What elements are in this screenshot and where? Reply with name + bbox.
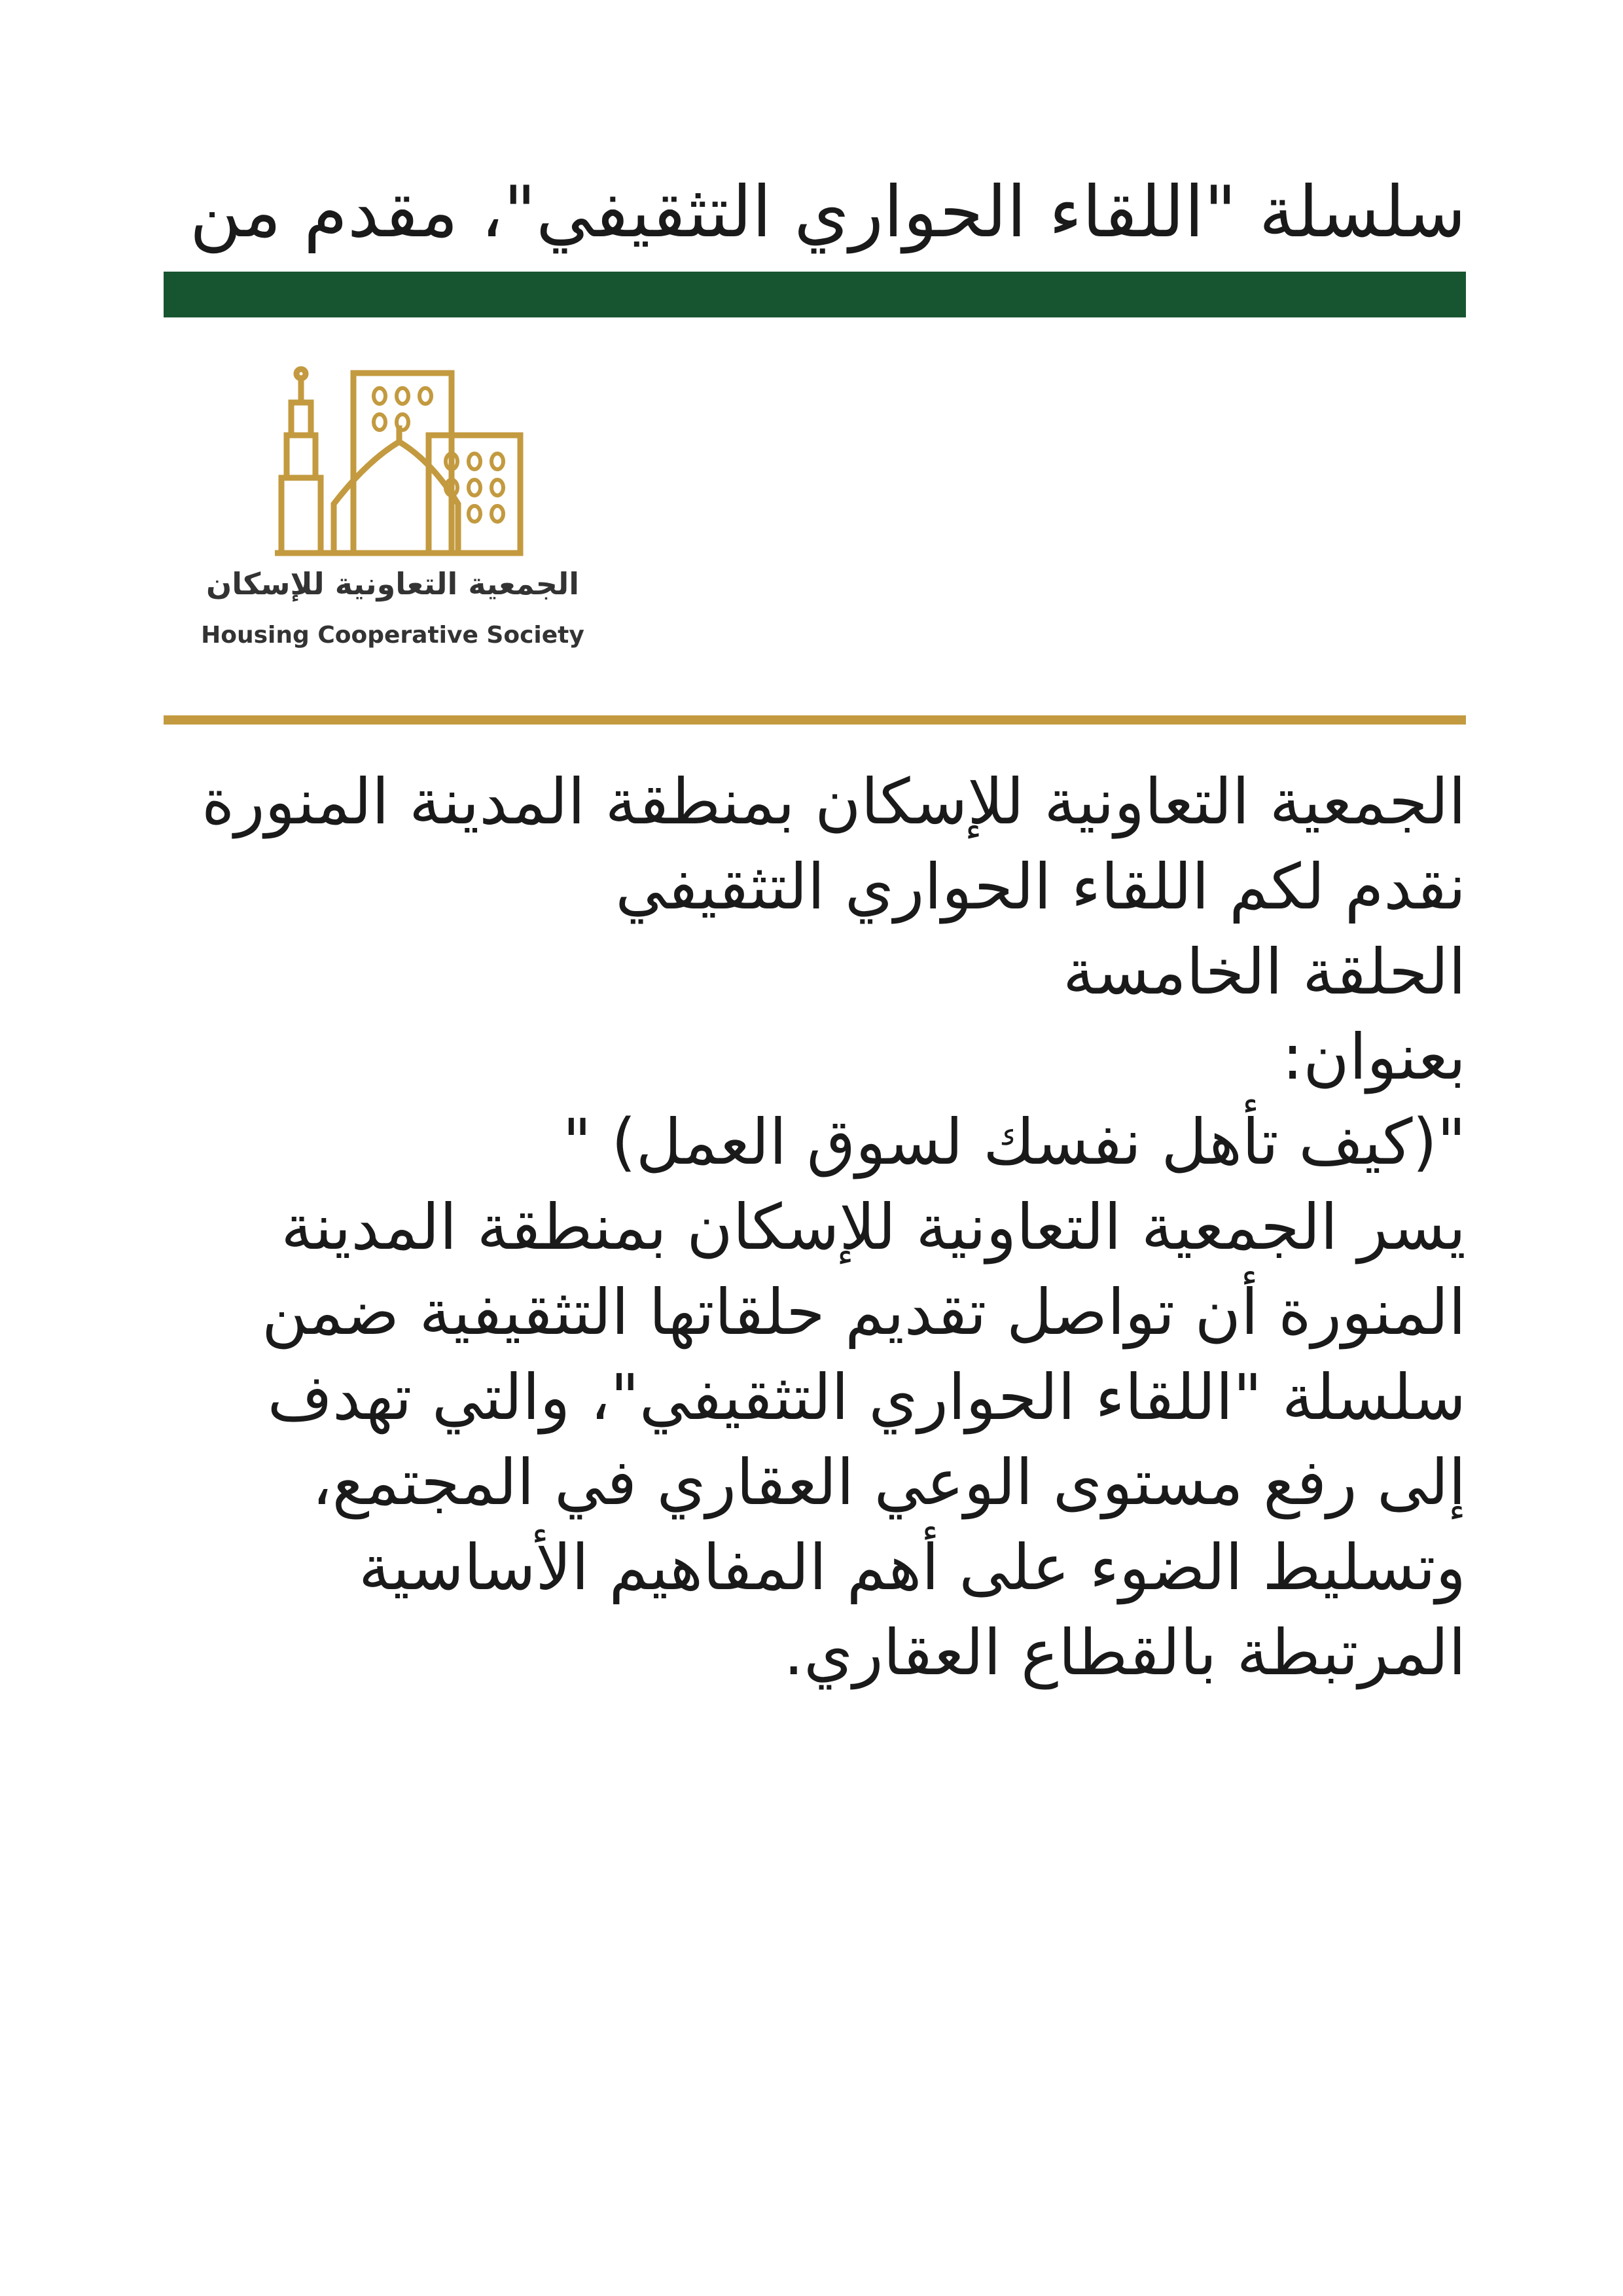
announcement-body — [157, 759, 1466, 1695]
body-line: سلسلة "اللقاء الحواري التثقيفي"، والتي تهدف — [267, 1361, 1466, 1434]
body-line: بعنوان: — [1281, 1020, 1466, 1094]
header-title: سلسلة "اللقاء الحواري التثقيفي"، مقدم من — [189, 171, 1466, 253]
gold-divider — [164, 715, 1466, 725]
body-line: وتسليط الضوء على أهم المفاهيم الأساسية — [358, 1531, 1466, 1604]
logo-arabic-name: الجمعية التعاونية للإسكان — [205, 566, 579, 601]
body-line: المنورة أن تواصل تقديم حلقاتها التثقيفية ضمن — [261, 1276, 1466, 1349]
logo-english-name: Housing Cooperative Society — [201, 622, 584, 649]
body-line: إلى رفع مستوى الوعي العقاري في المجتمع، — [312, 1446, 1466, 1519]
body-line: يسر الجمعية التعاونية للإسكان بمنطقة المدينة — [281, 1191, 1466, 1264]
logo — [177, 363, 609, 671]
green-divider — [164, 272, 1466, 317]
body-line: المرتبطة بالقطاع العقاري. — [783, 1616, 1466, 1689]
body-line: الحلقة الخامسة — [1063, 935, 1466, 1009]
body-line: الجمعية التعاونية للإسكان بمنطقة المدينة المنورة — [202, 765, 1466, 838]
body-line: "(كيف تأهل نفسك لسوق العمل) " — [562, 1105, 1466, 1179]
body-line: نقدم لكم اللقاء الحواري التثقيفي — [615, 850, 1466, 924]
buildings-mosque-icon — [262, 363, 524, 560]
